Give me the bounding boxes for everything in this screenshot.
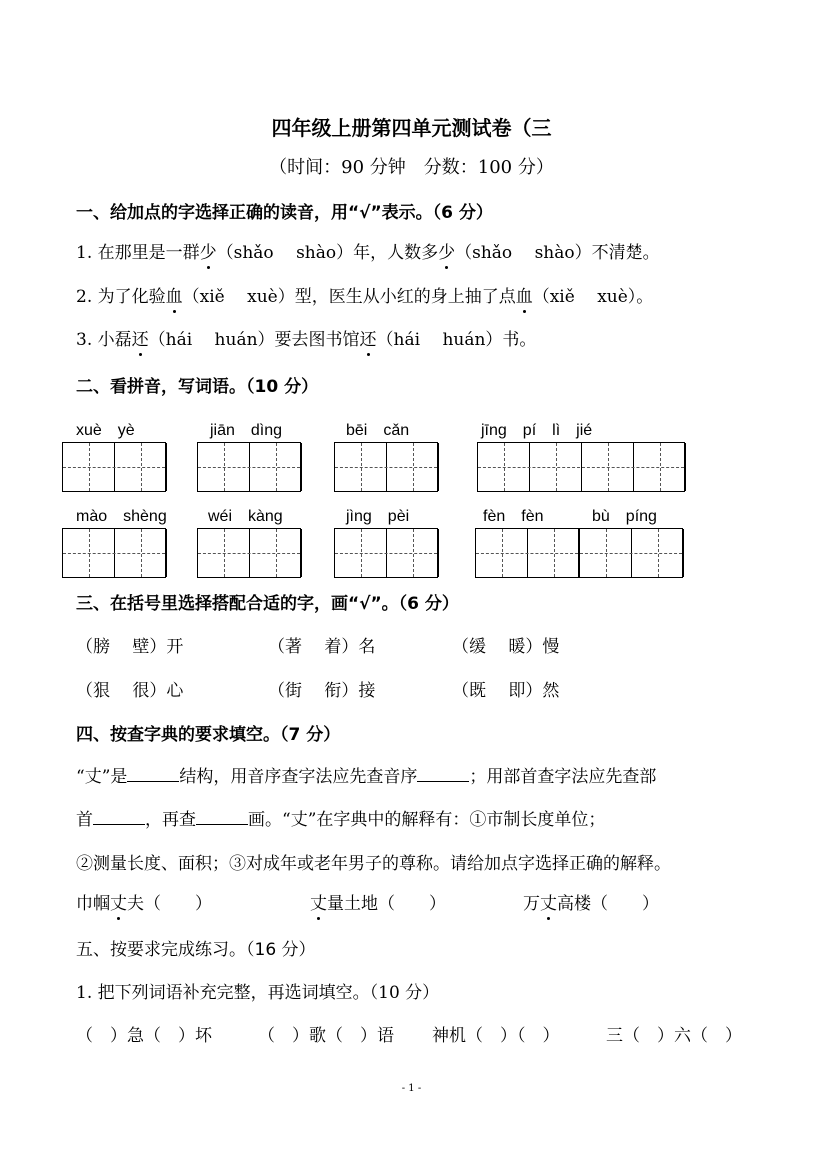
dotted-char: 少 [199,243,217,263]
pinyin-label: jiān dìng [210,422,283,439]
page-title: 四年级上册第四单元测试卷（三 [271,116,552,140]
pinyin-label: jìng pèi [346,508,410,525]
choice-item[interactable]: （缓 暖）慢 [452,637,560,657]
char-grid[interactable] [197,528,301,578]
fill-idiom[interactable]: （ ）歌（ ）语 [258,1026,394,1046]
dotted-char: 血 [515,287,533,307]
pinyin-label: wéi kàng [208,508,283,525]
section-3-heading: 三、在括号里选择搭配合适的字，画“√”。（6 分） [76,594,459,614]
blank-line[interactable] [93,807,145,825]
question-1-1: 1. 在那里是一群少（shǎo shào）年，人数多少（shǎo shào）不清楚。 [76,243,660,263]
pinyin-label: fèn fèn [483,508,544,525]
char-grid[interactable] [62,528,166,578]
char-grid[interactable] [334,528,438,578]
pinyin-label: bù píng [592,508,657,525]
exam-info: （时间：90 分钟 分数：100 分） [269,157,554,178]
pinyin-label: jīng pí lì jié [481,422,593,439]
dotted-char: 少 [438,243,456,263]
dotted-char: 血 [165,287,183,307]
question-5-1: 1. 把下列词语补充完整，再选词填空。（10 分） [76,983,440,1003]
question-1-2: 2. 为了化验血（xiě xuè）型，医生从小红的身上抽了点血（xiě xuè）。 [76,287,654,307]
page-number: - 1 - [401,1083,422,1094]
blank-line[interactable] [196,807,248,825]
dotted-char: 还 [359,330,377,350]
fill-idiom[interactable]: 三（ ）六（ ） [606,1026,742,1046]
char-grid[interactable] [197,442,301,492]
choice-item[interactable]: （著 着）名 [268,637,376,657]
char-grid[interactable] [475,528,579,578]
meaning-item[interactable]: 丈量土地（ ） [310,894,446,914]
section-5-heading: 五、按要求完成练习。（16 分） [76,940,316,960]
pinyin-label: xuè yè [76,422,135,439]
dotted-char: 还 [131,330,149,350]
choice-item[interactable]: （狠 很）心 [76,681,184,701]
dictionary-line-1: “丈”是 结构，用音序查字法应先查音序 ；用部首查字法应先查部 [76,762,656,787]
char-grid[interactable] [579,528,683,578]
meaning-item[interactable]: 巾帼丈夫（ ） [76,894,212,914]
dotted-char: 丈 [110,894,127,914]
pinyin-label: mào shèng [76,508,167,525]
char-grid[interactable] [334,442,438,492]
char-grid[interactable] [62,442,166,492]
fill-idiom[interactable]: 神机（ ）（ ） [432,1026,560,1046]
question-1-3: 3. 小磊还（hái huán）要去图书馆还（hái huán）书。 [76,330,537,350]
choice-item[interactable]: （既 即）然 [452,681,560,701]
char-grid[interactable] [477,442,685,492]
section-4-heading: 四、按查字典的要求填空。（7 分） [76,725,341,745]
fill-idiom[interactable]: （ ）急（ ）坏 [76,1026,212,1046]
blank-line[interactable] [127,764,179,782]
pinyin-label: bēi cǎn [346,422,410,439]
dictionary-line-3: ②测量长度、面积；③对成年或老年男子的尊称。请给加点字选择正确的解释。 [76,854,671,874]
dotted-char: 丈 [310,894,327,914]
dotted-char: 丈 [540,894,557,914]
meaning-item[interactable]: 万丈高楼（ ） [523,894,659,914]
section-2-heading: 二、看拼音，写词语。（10 分） [76,377,319,397]
dictionary-line-2: 首 ，再查 画。“丈”在字典中的解释有：①市制长度单位； [76,805,605,830]
choice-item[interactable]: （膀 壁）开 [76,637,184,657]
blank-line[interactable] [417,764,469,782]
section-1-heading: 一、给加点的字选择正确的读音，用“√”表示。（6 分） [76,203,493,223]
choice-item[interactable]: （街 衔）接 [268,681,376,701]
